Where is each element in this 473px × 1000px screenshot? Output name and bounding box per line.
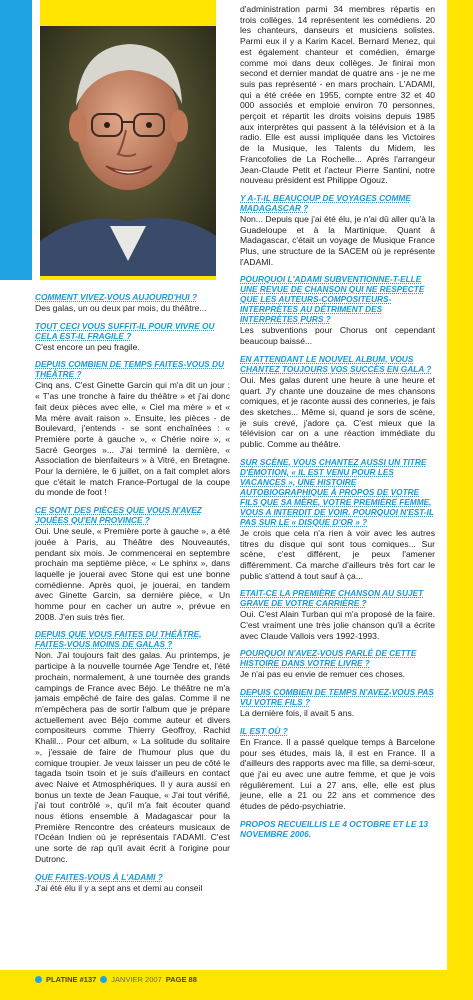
answer-6: J'ai été élu il y a sept ans et demi au conseil: [35, 882, 203, 893]
question-5: DEPUIS QUE VOUS FAITES DU THÉÂTRE, FAITES-VOUS MOINS DE GALAS ?: [35, 629, 202, 650]
portrait-photo: [40, 26, 216, 276]
bullet-icon: [35, 976, 42, 983]
answer-5: Non. J'ai toujours fait des galas. Au printemps, je participe à la nouvelle tournée Age Tendre et, l'été prochain, normalement, à une tournée des grands campings de France avec Béjo. Le théâtre ne m'a jamais empêché de faire des galas. Comme il ne m'empêchera pas de sortir l'album que je prépare actuellement avec Béjo comme auteur et divers compositeurs comme Thierry Geoffroy, Rachid Khalil... Pour cet album, « La solitude du solitaire », j'essaie de faire de l'humour plus que du comique troupier. Je veux laisser un peu de côté le tagada tsoin tsoin et je suis d'ailleurs en contact avec Naive et Atmosphériques. Il y aura aussi en bonus un texte de Jean Fauque, « J'ai tout vérifié, j'ai tout contrôlé », qu'il m'a fait écouter quand nous étions ensemble à Madagascar pour la Première Rencontre des créateurs musicaux de l'Océan Indien où je représentais l'ADAMI. C'est une sorte de rap qu'il avait écrit à l'origine pour Dutronc.: [35, 650, 230, 864]
question-2: TOUT CECI VOUS SUFFIT-IL POUR VIVRE OU CELA EST-IL FRAGILE ?: [35, 320, 215, 341]
question-12: POURQUOI N'AVEZ-VOUS PARLÉ DE CETTE HISTOIRE DANS VOTRE LIVRE ?: [240, 648, 417, 669]
question-7: Y A-T-IL BEAUCOUP DE VOYAGES COMME MADAGASCAR ?: [240, 192, 411, 213]
answer-2: C'est encore un peu fragile.: [35, 341, 140, 352]
blue-edge-band: [0, 0, 32, 280]
footer-page: PAGE 88: [165, 975, 197, 984]
question-4: CE SONT DES PIÈCES QUE VOUS N'AVEZ JOUÉES QU'EN PROVINCE ?: [35, 505, 202, 526]
bullet-icon: [100, 976, 107, 983]
question-11: ETAIT-CE LA PREMIÈRE CHANSON AU SUJET GRAVE DE VOTRE CARRIÈRE ?: [240, 588, 424, 609]
interview-signature: PROPOS RECUEILLIS LE 4 OCTOBRE ET LE 13 NOVEMBRE 2006.: [240, 818, 428, 839]
question-14: IL EST OÙ ?: [240, 725, 288, 736]
footer-date: JANVIER 2007: [111, 975, 162, 984]
question-1: COMMENT VIVEZ-VOUS AUJOURD'HUI ?: [35, 292, 198, 302]
answer-3: Cinq ans. C'est Ginette Garcin qui m'a dit un jour : « T'as une tronche à faire du théâtre » et j'ai donc fait deux pièces avec elle, « Ciel ma mère » et « Ma mère avait raison ». Ensuite, les pièces - de Boulevard, j'entends - se sont enchaînées : « Première porte à gauche », « Chérie noire », « Sacré Georges »... J'ai terminé la dernière, « Association de bienfaiteurs » à Vitré, en Bretagne. Pour la dernière, le 6 juillet, on a fait complet alors que c'était le match France-Portugal de la coupe du monde de foot !: [35, 380, 230, 498]
answer-1: Des galas, un ou deux par mois, du théâtre...: [35, 303, 207, 313]
question-9: EN ATTENDANT LE NOUVEL ALBUM, VOUS CHANTEZ TOUJOURS VOS SUCCÈS EN GALA ?: [240, 353, 432, 374]
answer-11: Oui. C'est Alain Turban qui m'a proposé de la faire. C'est vraiment une très jolie chanson qu'il a écrite avec Claude Vallois vers 1992-1993.: [240, 609, 435, 641]
footer-magazine: PLATINE #137: [46, 975, 97, 984]
intro-continuation: d'administration parmi 34 membres répartis en trois collèges. 14 représentent les comédiens. 20 les chanteurs, danseurs et musiciens solistes. Parmi eux il y a Karim Kacel. Bernard Menez, qui est également chanteur et comédien, émarge comme moi dans deux collèges. Je finirai mon second et dernier mandat de quatre ans - je ne me suis pas représenté - en mars prochain. L'ADAMI, qui a été créée en 1955, compte entre 32 et 40 000 associés et emploie environ 70 personnes, perçoit et répartit les droits voisins depuis 1985 aux interprètes qui passent à la télévision et à la radio. Elle est aussi impliquée dans les Victoires de la Musique, les Talents du Midem, les Francofolies de La Rochelle... Après l'arrangeur Jean-Claude Petit et l'acteur Pierre Santini, notre nouveau président est Philippe Ogouz.: [240, 4, 435, 186]
question-3: DEPUIS COMBIEN DE TEMPS FAITES-VOUS DU THÉÂTRE ?: [35, 359, 225, 380]
white-edge-strip: [32, 0, 40, 280]
right-column: [240, 4, 435, 839]
answer-13: La dernière fois, il avait 5 ans.: [240, 708, 355, 719]
answer-10: Je crois que cela n'a rien à voir avec les autres titres du disque qui sont tous comiques... Sur scène, c'est différent, je peux l'amener différemment. Ca marche d'ailleurs très fort car le public s'attend à tout sauf à ça...: [240, 527, 435, 581]
left-column: [35, 292, 230, 900]
question-13: DEPUIS COMBIEN DE TEMPS N'AVEZ-VOUS PAS VU VOTRE FILS ?: [240, 687, 434, 708]
answer-4: Oui. Une seule, « Première porte à gauche », a été jouée à Paris, au Théâtre des Nouveautés, pendant six mois. Je commencerai en septembre prochain ma septième pièce, « Le sphinx », dans laquelle je jouerai avec Stone qui est une bonne comédienne. Après quoi, je jouerai, en tandem avec Ginette Garcin, sa dernière pièce, « Un homme pour en cacher un autre », prévue en 2008. J'en suis très fier.: [35, 526, 230, 622]
answer-8: Les subventions pour Chorus ont cependant beaucoup baissé...: [240, 325, 435, 347]
yellow-edge-band: [447, 0, 473, 1000]
question-8: POURQUOI L'ADAMI SUBVENTIONNE-T-ELLE UNE REVUE DE CHANSON QUI NE RESPECTE QUE LES AUTEURS-COMPOSITEURS-INTERPRÈTES AU DÉTRIMENT DES INTERPRÈTES PURS ?: [240, 274, 425, 325]
answer-14: En France. Il a passé quelque temps à Barcelone pour ses études, mais là, il est en France. Il a d'ailleurs des rapports avec ma fille, sa demi-sœur, que j'ai eu avec une autre femme, et que je vois régulièrement. Lui a 27 ans, elle, elle est plus jeune, elle a 21 ou 22 ans et commence des études de pédo-psychiatrie.: [240, 736, 435, 812]
question-10: SUR SCÈNE, VOUS CHANTEZ AUSSI UN TITRE D'ÉMOTION, « IL EST VENU POUR LES VACANCES », UNE HISTOIRE AUTOBIOGRAPHIQUE À PROPOS DE VOTRE FILS QUE SA MÈRE, VOTRE PREMIÈRE FEMME, VOUS A INTERDIT DE VOIR. POURQUOI N'EST-IL PAS SUR LE « DISQUE D'OR » ?: [240, 456, 435, 527]
answer-7: Non... Depuis que j'ai été élu, je n'ai dû aller qu'à la Guadeloupe et à la Martinique. Quant à Madagascar, c'était un voyage de Musique France Plus, une structure de la SACEM où je représente l'ADAMI.: [240, 213, 435, 267]
answer-9: Oui. Mes galas durent une heure à une heure et quart. J'y chante une douzaine de mes chansons comiques, et je raconte aussi des conneries, je fais des sketches... Même si, quand je sors de scène, je suis crevé, j'adore ça. C'est mieux que la télévision car on a une réaction immédiate du public. Comme au théâtre.: [240, 374, 435, 450]
question-6: QUE FAITES-VOUS À L'ADAMI ?: [35, 871, 163, 882]
portrait-illustration: [40, 26, 216, 276]
answer-12: Je n'ai pas eu envie de remuer ces choses.: [240, 669, 406, 680]
page-footer: [35, 975, 197, 984]
